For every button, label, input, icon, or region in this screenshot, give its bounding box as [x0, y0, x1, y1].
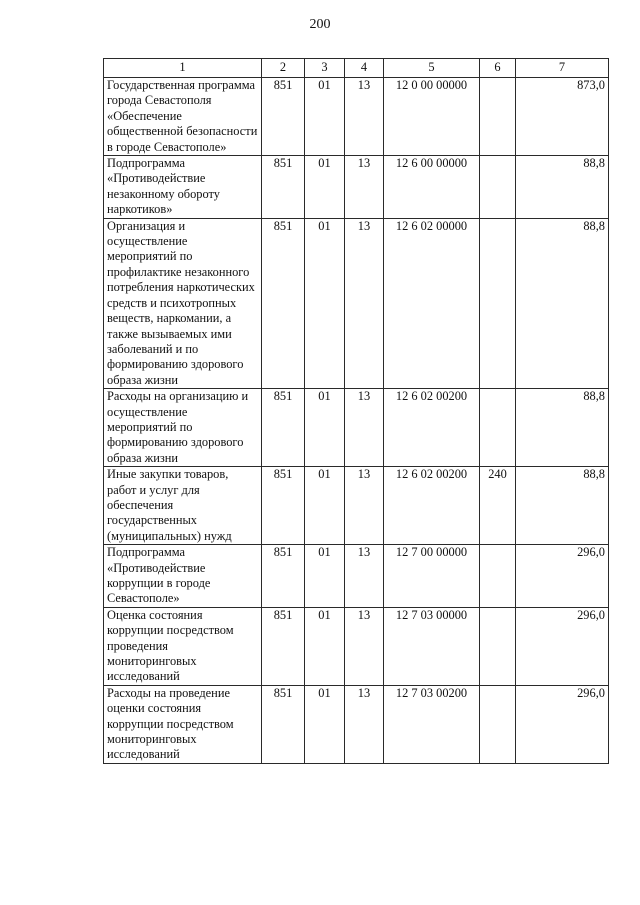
- row-ministry-code: 851: [262, 607, 305, 685]
- row-target-article: 12 7 03 00000: [384, 607, 480, 685]
- row-name: Оценка состояния коррупции посредством проведения мониторинговых исследований: [104, 607, 262, 685]
- row-expense-type: [480, 78, 516, 156]
- row-ministry-code: 851: [262, 685, 305, 763]
- row-expense-type: [480, 389, 516, 467]
- row-subsection-code: 13: [345, 156, 384, 219]
- row-ministry-code: 851: [262, 467, 305, 545]
- row-name: Иные закупки товаров, работ и услуг для обеспечения государственных (муниципальных) нужд: [104, 467, 262, 545]
- row-target-article: 12 7 03 00200: [384, 685, 480, 763]
- row-name: Организация и осуществление мероприятий по профилактике незаконного потребления наркотических средств и психотропных веществ, наркомании, а также вызываемых ими заболеваний и по формированию здорового образа жизни: [104, 218, 262, 388]
- row-section-code: 01: [305, 78, 345, 156]
- row-subsection-code: 13: [345, 218, 384, 388]
- row-name: Подпрограмма «Противодействие коррупции в городе Севастополе»: [104, 545, 262, 608]
- row-target-article: 12 6 02 00200: [384, 389, 480, 467]
- table-header-row: [104, 59, 609, 78]
- row-section-code: 01: [305, 218, 345, 388]
- row-amount: 88,8: [516, 389, 609, 467]
- header-col-7: 7: [516, 59, 609, 78]
- row-amount: 88,8: [516, 467, 609, 545]
- row-amount: 873,0: [516, 78, 609, 156]
- row-ministry-code: 851: [262, 545, 305, 608]
- row-expense-type: [480, 607, 516, 685]
- row-ministry-code: 851: [262, 389, 305, 467]
- row-target-article: 12 6 02 00200: [384, 467, 480, 545]
- header-col-4: 4: [345, 59, 384, 78]
- table-row: [104, 78, 609, 156]
- row-subsection-code: 13: [345, 685, 384, 763]
- row-amount: 296,0: [516, 545, 609, 608]
- table-row: [104, 467, 609, 545]
- row-section-code: 01: [305, 156, 345, 219]
- table-row: [104, 156, 609, 219]
- row-name: Расходы на организацию и осуществление мероприятий по формированию здорового образа жизни: [104, 389, 262, 467]
- row-target-article: 12 0 00 00000: [384, 78, 480, 156]
- row-amount: 296,0: [516, 685, 609, 763]
- row-name: Подпрограмма «Противодействие незаконному обороту наркотиков»: [104, 156, 262, 219]
- header-col-6: 6: [480, 59, 516, 78]
- row-target-article: 12 6 02 00000: [384, 218, 480, 388]
- row-section-code: 01: [305, 685, 345, 763]
- row-subsection-code: 13: [345, 545, 384, 608]
- row-subsection-code: 13: [345, 78, 384, 156]
- header-col-1: 1: [104, 59, 262, 78]
- row-section-code: 01: [305, 545, 345, 608]
- row-subsection-code: 13: [345, 389, 384, 467]
- table-row: [104, 685, 609, 763]
- table-row: [104, 218, 609, 388]
- row-section-code: 01: [305, 467, 345, 545]
- row-ministry-code: 851: [262, 218, 305, 388]
- budget-table: [103, 58, 609, 764]
- row-expense-type: 240: [480, 467, 516, 545]
- row-target-article: 12 7 00 00000: [384, 545, 480, 608]
- row-subsection-code: 13: [345, 467, 384, 545]
- row-section-code: 01: [305, 389, 345, 467]
- row-amount: 88,8: [516, 218, 609, 388]
- row-expense-type: [480, 685, 516, 763]
- row-amount: 296,0: [516, 607, 609, 685]
- header-col-5: 5: [384, 59, 480, 78]
- row-section-code: 01: [305, 607, 345, 685]
- row-name: Расходы на проведение оценки состояния коррупции посредством мониторинговых исследований: [104, 685, 262, 763]
- row-subsection-code: 13: [345, 607, 384, 685]
- row-target-article: 12 6 00 00000: [384, 156, 480, 219]
- row-amount: 88,8: [516, 156, 609, 219]
- row-ministry-code: 851: [262, 156, 305, 219]
- row-name: Государственная программа города Севастополя «Обеспечение общественной безопасности в городе Севастополе»: [104, 78, 262, 156]
- page-number: 200: [309, 17, 331, 32]
- row-expense-type: [480, 156, 516, 219]
- table-row: [104, 607, 609, 685]
- table-row: [104, 545, 609, 608]
- row-expense-type: [480, 218, 516, 388]
- header-col-3: 3: [305, 59, 345, 78]
- row-ministry-code: 851: [262, 78, 305, 156]
- row-expense-type: [480, 545, 516, 608]
- table-row: [104, 389, 609, 467]
- header-col-2: 2: [262, 59, 305, 78]
